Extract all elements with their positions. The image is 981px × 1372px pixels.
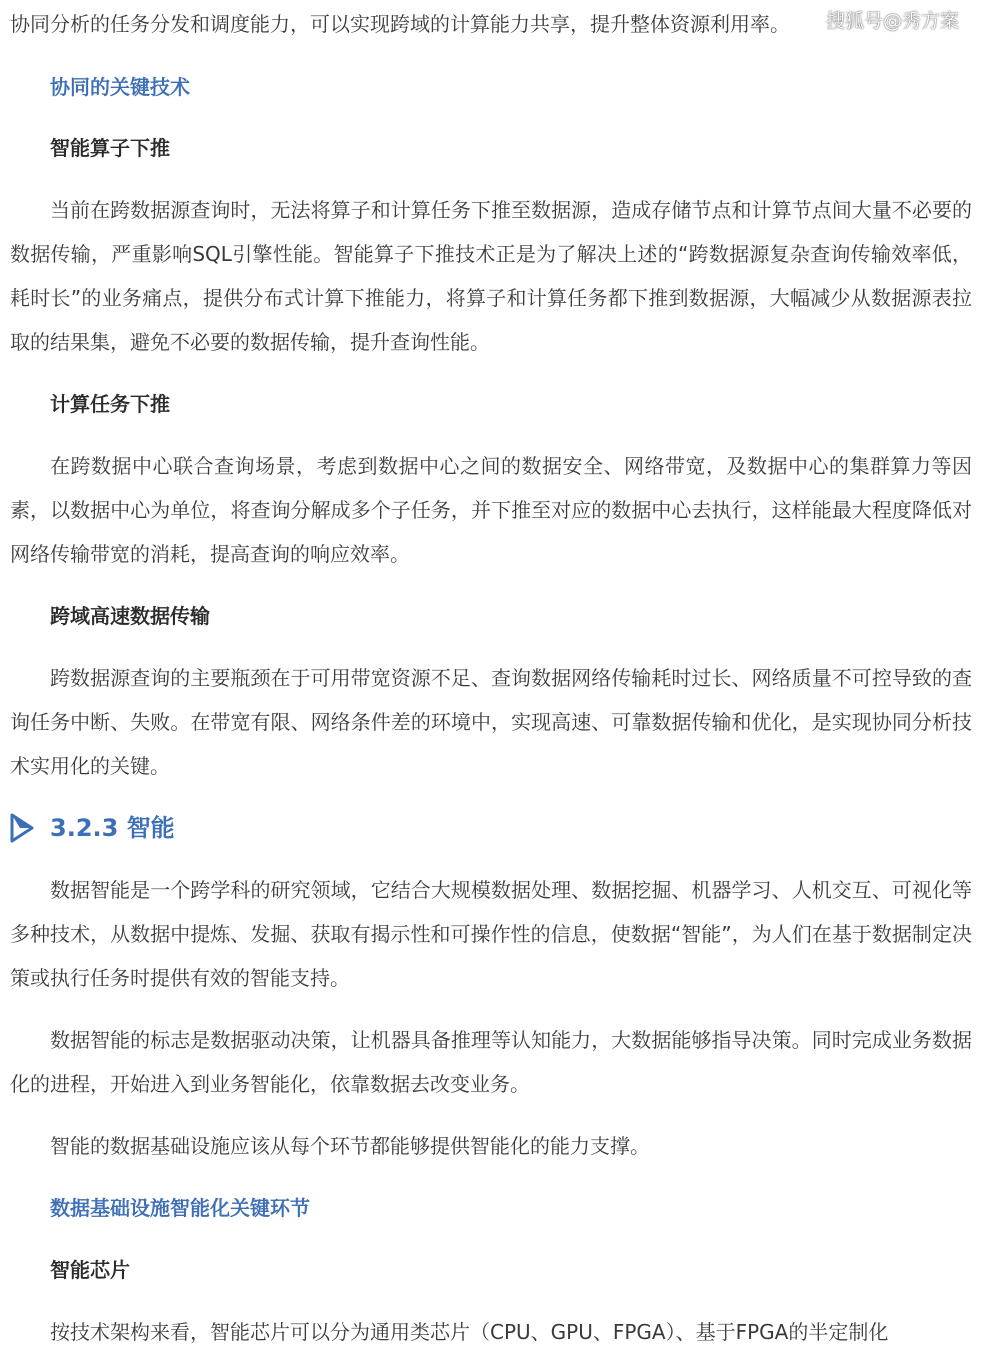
subheading-transfer: 跨域高速数据传输 bbox=[50, 604, 210, 628]
subheading-task-push: 计算任务下推 bbox=[50, 392, 170, 416]
subheading-smart-chip: 智能芯片 bbox=[50, 1258, 130, 1282]
heading-infra-key-links: 数据基础设施智能化关键环节 bbox=[50, 1196, 310, 1220]
top-paragraph-line: 协同分析的任务分发和调度能力，可以实现跨域的计算能力共享，提升整体资源利用率。 bbox=[10, 12, 790, 36]
paragraph-task-push: 在跨数据中心联合查询场景，考虑到数据中心之间的数据安全、网络带宽，及数据中心的集群算力等因素，以数据中心为单位，将查询分解成多个子任务，并下推至对应的数据中心去执行，这样能最大程度降低对网络传输带宽的消耗，提高查询的响应效率。 bbox=[10, 454, 972, 566]
subheading-push-down: 智能算子下推 bbox=[50, 136, 170, 160]
paragraph-smart-chip: 按技术架构来看，智能芯片可以分为通用类芯片（CPU、GPU、FPGA）、基于FPGA的半定制化 bbox=[50, 1320, 889, 1344]
heading-collab-tech: 协同的关键技术 bbox=[50, 75, 190, 99]
paragraph-transfer: 跨数据源查询的主要瓶颈在于可用带宽资源不足、查询数据网络传输耗时过长、网络质量不可控导致的查询任务中断、失败。在带宽有限、网络条件差的环境中，实现高速、可靠数据传输和优化，是实现协同分析技术实用化的关键。 bbox=[10, 666, 972, 778]
paragraph-intelligence-1: 数据智能是一个跨学科的研究领域，它结合大规模数据处理、数据挖掘、机器学习、人机交互、可视化等多种技术，从数据中提炼、发掘、获取有揭示性和可操作性的信息，使数据“智能”，为人们在基于数据制定决策或执行任务时提供有效的智能支持。 bbox=[10, 878, 972, 990]
paragraph-intelligence-3: 智能的数据基础设施应该从每个环节都能够提供智能化的能力支撑。 bbox=[50, 1134, 650, 1158]
section-title-text: 3.2.3 智能 bbox=[50, 814, 175, 842]
watermark: 搜狐号@秀方案 bbox=[825, 10, 959, 32]
section-title bbox=[10, 808, 175, 848]
paragraph-intelligence-2: 数据智能的标志是数据驱动决策，让机器具备推理等认知能力，大数据能够指导决策。同时完成业务数据化的进程，开始进入到业务智能化，依靠数据去改变业务。 bbox=[10, 1028, 972, 1096]
play-triangle-icon bbox=[10, 813, 34, 843]
paragraph-push-down: 当前在跨数据源查询时，无法将算子和计算任务下推至数据源，造成存储节点和计算节点间大量不必要的数据传输，严重影响SQL引擎性能。智能算子下推技术正是为了解决上述的“跨数据源复杂查询传输效率低，耗时长”的业务痛点，提供分布式计算下推能力，将算子和计算任务都下推到数据源，大幅减少从数据源表拉取的结果集，避免不必要的数据传输，提升查询性能。 bbox=[10, 198, 972, 354]
